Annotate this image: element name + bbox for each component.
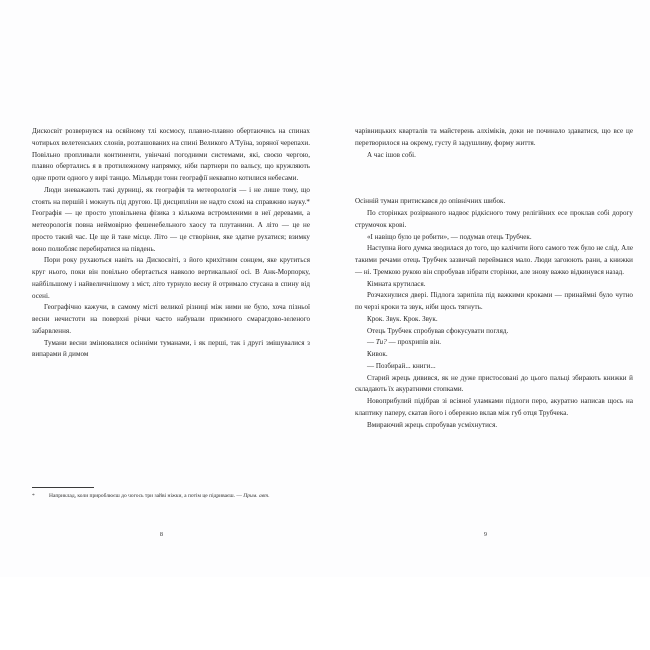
paragraph: Вмираючий жрець спробував усміхнутися. [367,420,498,429]
paragraph: Наступна його думка зводилася до того, що калічити його самого теж було не слід. Але такими речами отець Трубчек зазвичай переймався мало. Люди загоюють рани, а книжки — ні. Тремкою рукою він спробував зібрати сторінки, але знову важко відкинувся назад. [355,244,633,276]
paragraph: Новоприбулий підібрав зі всіяної уламками підлоги перо, акуратно написав щось на клаптику паперу, скатав його і обережно вклав між губ отця Трубчека. [355,397,633,417]
page-number-left: 8 [159,531,164,538]
paragraph: Старий жрець дивився, як не дуже пристосовані до цього пальці збирають книжки й складають їх акуратними стопками. [355,373,633,394]
left-page-body [32,126,310,361]
footnote-body: Наприклад, коли прироблюєш до чогось три зайві ніжки, а потім це підриваєш. — [49,493,244,499]
paragraph: Розчахнулися двері. Підлога зарипіла під важкими кроками — принаймні було чутно по черзі кроки та звук, ніби щось тягнуть. [355,291,633,311]
page-number-right: 9 [483,531,488,538]
paragraph: — Позбирай... книги... [367,361,436,370]
paragraph: А час ішов собі. [367,150,416,159]
footnote-separator-rule [32,487,94,488]
paragraph: Пори року рухаються навіть на Дискосвіті, з його крихітним сонцем, яке крутиться круг нього, поки він повільно обертається навколо вертикальної осі. В Анк-Морпорку, найбільшому і найвеличнішому з міст, літо турнуло весну й отримало стусана в спину від осені. [32,256,310,300]
paragraph: Тумани весни змінювалися осінніми туманами, і як перші, так і другі змішувалися з випарами й димом [32,338,310,359]
paragraph: По сторінках розірваного надвоє рідкісного тому релігійних есе проклав собі дорогу струмочок крові. [355,209,633,229]
footnote-marker: * [32,493,35,499]
paragraph: Географічно кажучи, в самому місті великої різниці між ними не було, хоча пізньої весни нечистоти на поверхні річки часто набували приємного смарагдово-зеленого забарвлення. [32,303,310,335]
paragraph: Кивок. [367,350,388,358]
paragraph: Отець Трубчек спробував сфокусувати погляд. [367,326,509,335]
footnote-block [32,487,310,500]
footnote-text [32,492,310,500]
paragraph: «І навіщо було це робити», — подумав отець Трубчек. [367,232,532,241]
paragraph: чарівницьких кварталів та майстерень алхіміків, доки не починало здаватися, що все це перетворилося на окрему, густу й задушливу, форму життя. [355,127,633,147]
paragraph: Крок. Звук. Крок. Звук. [367,314,438,323]
right-page-body [355,126,633,431]
paragraph: Дискосвіт розвернувся на осяйному тлі космосу, плавно-плавно обертаючись на спинах чотирьох велетенських слонів, розташованих на спині Великого А'Туїна, зоряної черепахи. Повільно пропливали континенти, увінчані погодними системами, які, своєю чергою, плавно обертались я в протилежному напрямку, ніби партнери по вальсу, що кружляють одне проти одного у вирі танцю. Мільярди тонн географії неквапно котилися небесами. [32,127,310,182]
page-right [325,0,650,650]
italic-phrase: Ти? [375,338,387,347]
footnote-attribution: Прим. авт. [243,493,270,499]
paragraph: Осінній туман притискався до опівнічних шибок. [355,197,506,206]
paragraph-dialogue: — Ти? — прохрипів він. [367,338,442,347]
paragraph: Люди зневажають такі дурниці, як географія та метеорологія — і не лише тому, що стоять на першій і мокнуть під другою. Ці дисципліни не надто схожі на справжню науку.* Географія — це просто уповільнена фізика з кількома встромленими в неї деревами, а метеорологія повна неймовірно фешенебельного хаосу та плутанини. А літо — це не просто такий час. Це ще й таке місце. Літо — це створіння, яке здатне рухатися; взимку воно полюбляє перебиратися на південь. [32,185,310,253]
paragraph: Кімната крутилася. [367,279,426,288]
